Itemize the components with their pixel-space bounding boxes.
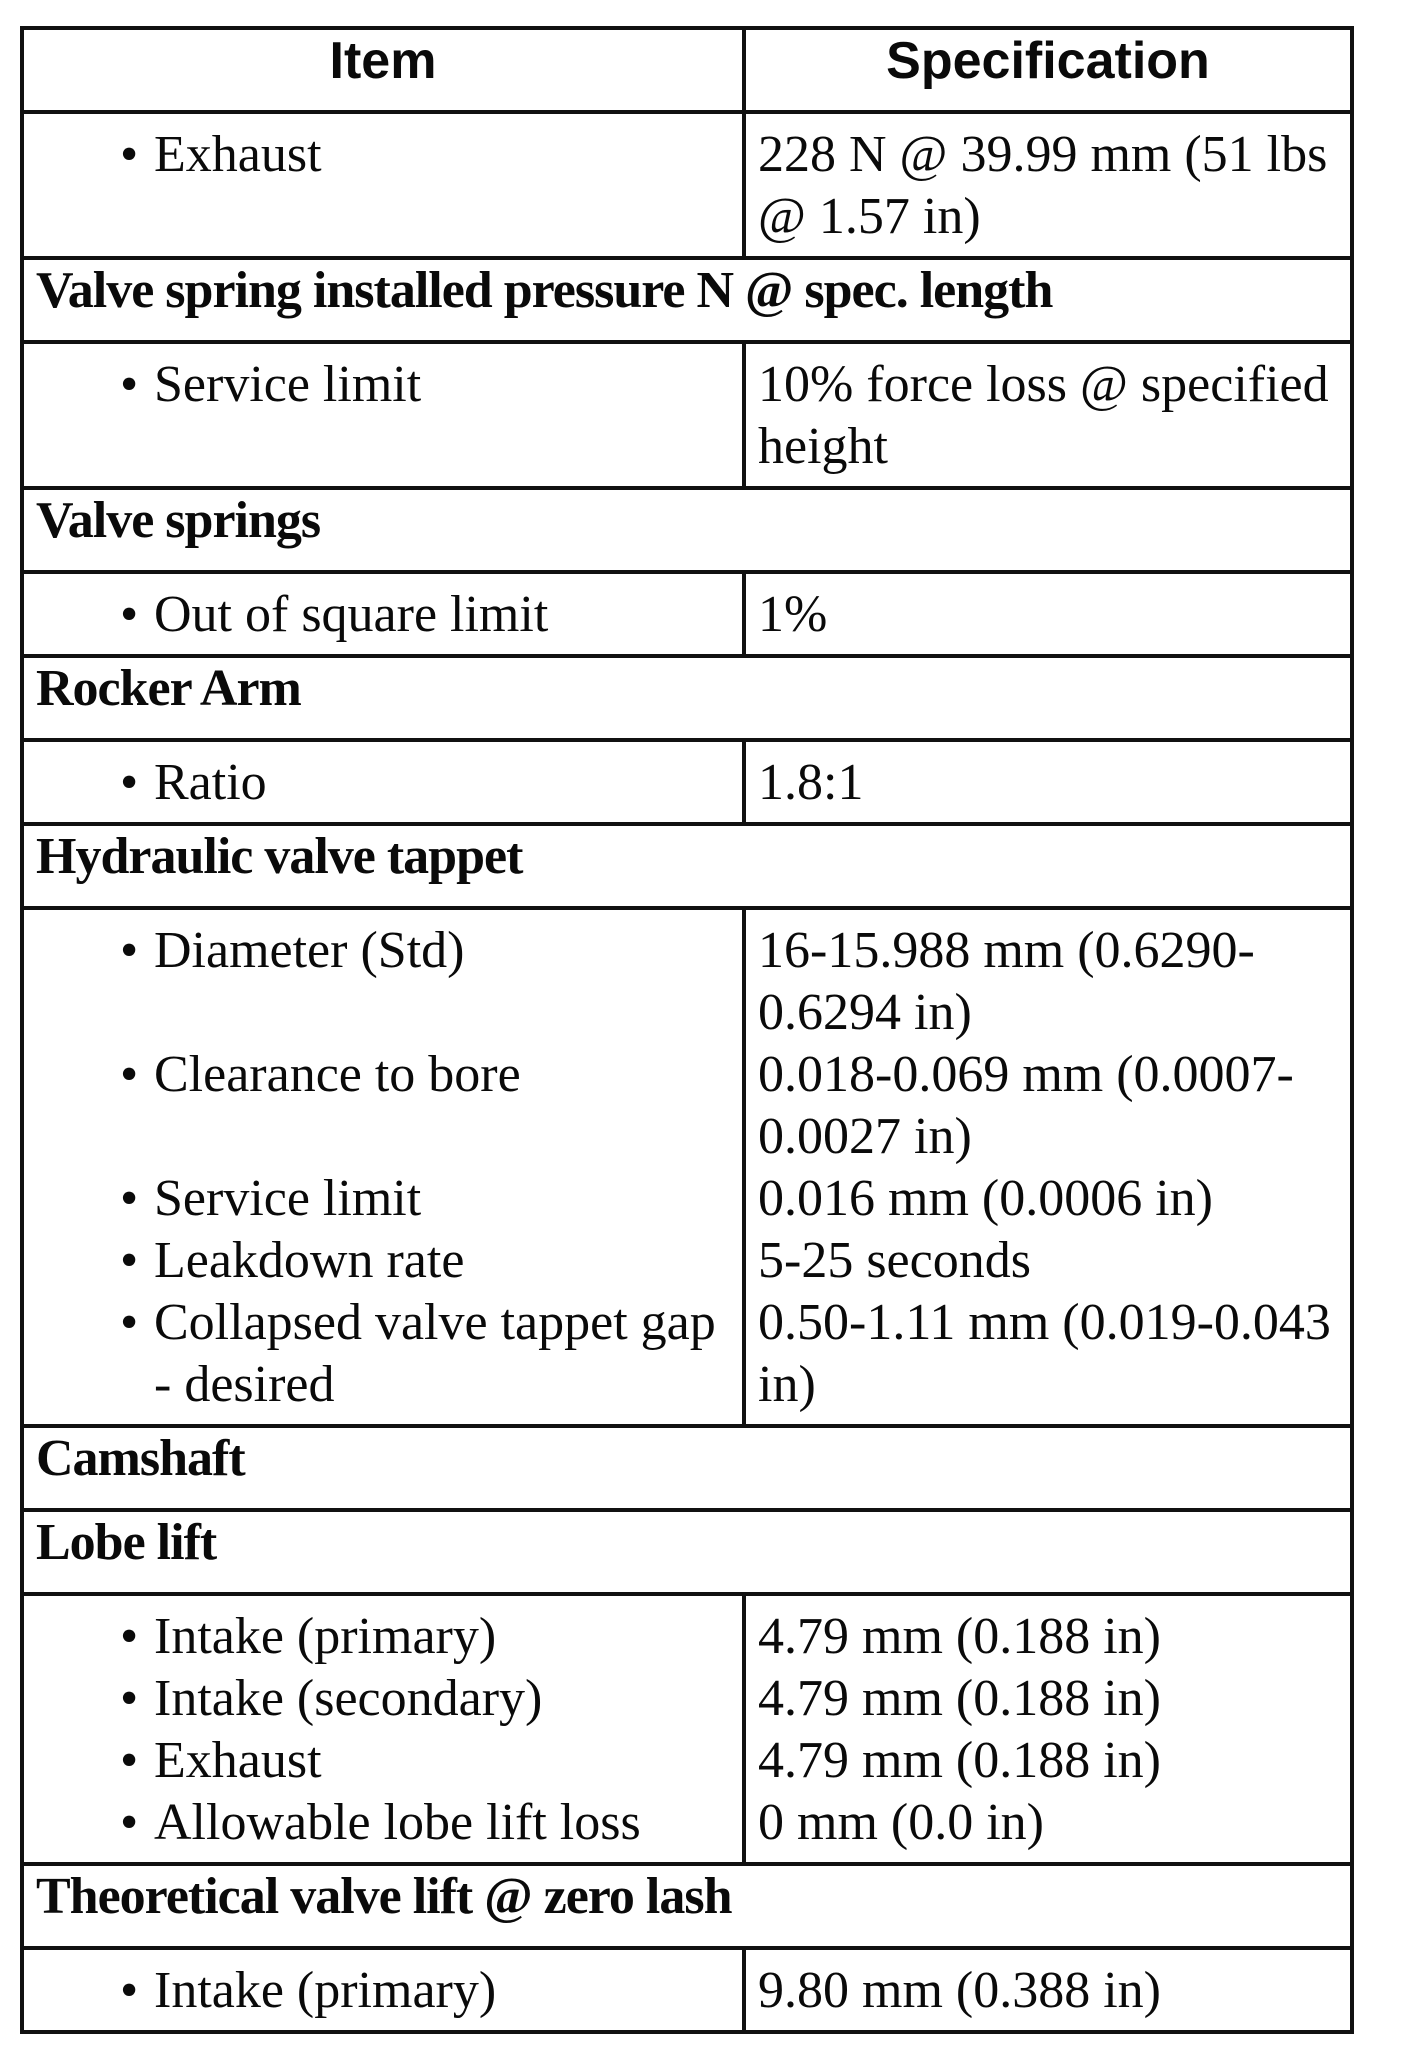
spec-value: 0.018-0.069 mm (0.0007-0.0027 in) — [758, 1046, 1294, 1165]
item-label: • Diameter (Std) — [154, 920, 730, 1044]
section-row — [22, 1864, 1352, 1948]
table-row — [22, 572, 1352, 656]
table-row — [22, 342, 1352, 488]
item-label: • Out of square limit — [154, 584, 730, 646]
spec-cell — [744, 112, 1352, 258]
table-row — [22, 112, 1352, 258]
section-title-theoretical-valve-lift: Theoretical valve lift @ zero lash — [22, 1864, 1352, 1948]
spec-value: 0.50-1.11 mm (0.019-0.043 in) — [758, 1294, 1331, 1413]
spec-value: 228 N @ 39.99 mm (51 lbs @ 1.57 in) — [758, 126, 1328, 245]
column-header-specification: Specification — [744, 28, 1352, 112]
table-header-row — [22, 28, 1352, 112]
spec-cell — [744, 1594, 1352, 1864]
spec-cell — [744, 740, 1352, 824]
section-title-valve-springs: Valve springs — [22, 488, 1352, 572]
spec-value: 0 mm (0.0 in) — [758, 1794, 1044, 1851]
item-cell — [22, 908, 744, 1426]
spec-value: 10% force loss @ specified height — [758, 356, 1329, 475]
column-header-item: Item — [22, 28, 744, 112]
item-label: • Intake (primary) — [154, 1606, 730, 1668]
spec-value: 4.79 mm (0.188 in) — [758, 1608, 1161, 1665]
table-row — [22, 1594, 1352, 1864]
spec-value: 9.80 mm (0.388 in) — [758, 1962, 1161, 2019]
spec-value: 4.79 mm (0.188 in) — [758, 1670, 1161, 1727]
table-row — [22, 740, 1352, 824]
spec-cell — [744, 342, 1352, 488]
section-title-valve-spring-installed-pressure: Valve spring installed pressure N @ spec. length — [22, 258, 1352, 342]
item-cell — [22, 112, 744, 258]
item-cell — [22, 342, 744, 488]
section-title-camshaft: Camshaft — [22, 1426, 1352, 1510]
spec-cell — [744, 572, 1352, 656]
table-row — [22, 908, 1352, 1426]
item-label: • Collapsed valve tappet gap - desired — [154, 1292, 730, 1416]
spec-value: 16-15.988 mm (0.6290-0.6294 in) — [758, 922, 1255, 1041]
item-label: • Intake (primary) — [154, 1960, 730, 2022]
table-row — [22, 1948, 1352, 2032]
section-row — [22, 258, 1352, 342]
item-cell — [22, 572, 744, 656]
spec-value: 5-25 seconds — [758, 1232, 1031, 1289]
spec-value: 1% — [758, 586, 828, 643]
spec-cell — [744, 1948, 1352, 2032]
section-row — [22, 1426, 1352, 1510]
section-title-hydraulic-valve-tappet: Hydraulic valve tappet — [22, 824, 1352, 908]
section-row — [22, 824, 1352, 908]
item-label: • Intake (secondary) — [154, 1668, 730, 1730]
spec-value: 4.79 mm (0.188 in) — [758, 1732, 1161, 1789]
item-label: • Allowable lobe lift loss — [154, 1792, 730, 1854]
section-row — [22, 656, 1352, 740]
section-title-lobe-lift: Lobe lift — [22, 1510, 1352, 1594]
section-row — [22, 1510, 1352, 1594]
item-label: • Service limit — [154, 1168, 730, 1230]
item-cell — [22, 1948, 744, 2032]
item-cell — [22, 1594, 744, 1864]
item-label: • Leakdown rate — [154, 1230, 730, 1292]
item-label: • Service limit — [154, 354, 730, 478]
item-label: • Exhaust — [154, 124, 730, 248]
spec-value: 0.016 mm (0.0006 in) — [758, 1170, 1213, 1227]
item-label: • Clearance to bore — [154, 1044, 730, 1168]
item-cell — [22, 740, 744, 824]
spec-cell — [744, 908, 1352, 1426]
spec-value: 1.8:1 — [758, 754, 864, 811]
spec-table — [20, 26, 1354, 2034]
item-label: • Exhaust — [154, 1730, 730, 1792]
item-label: • Ratio — [154, 752, 730, 814]
section-title-rocker-arm: Rocker Arm — [22, 656, 1352, 740]
section-row — [22, 488, 1352, 572]
